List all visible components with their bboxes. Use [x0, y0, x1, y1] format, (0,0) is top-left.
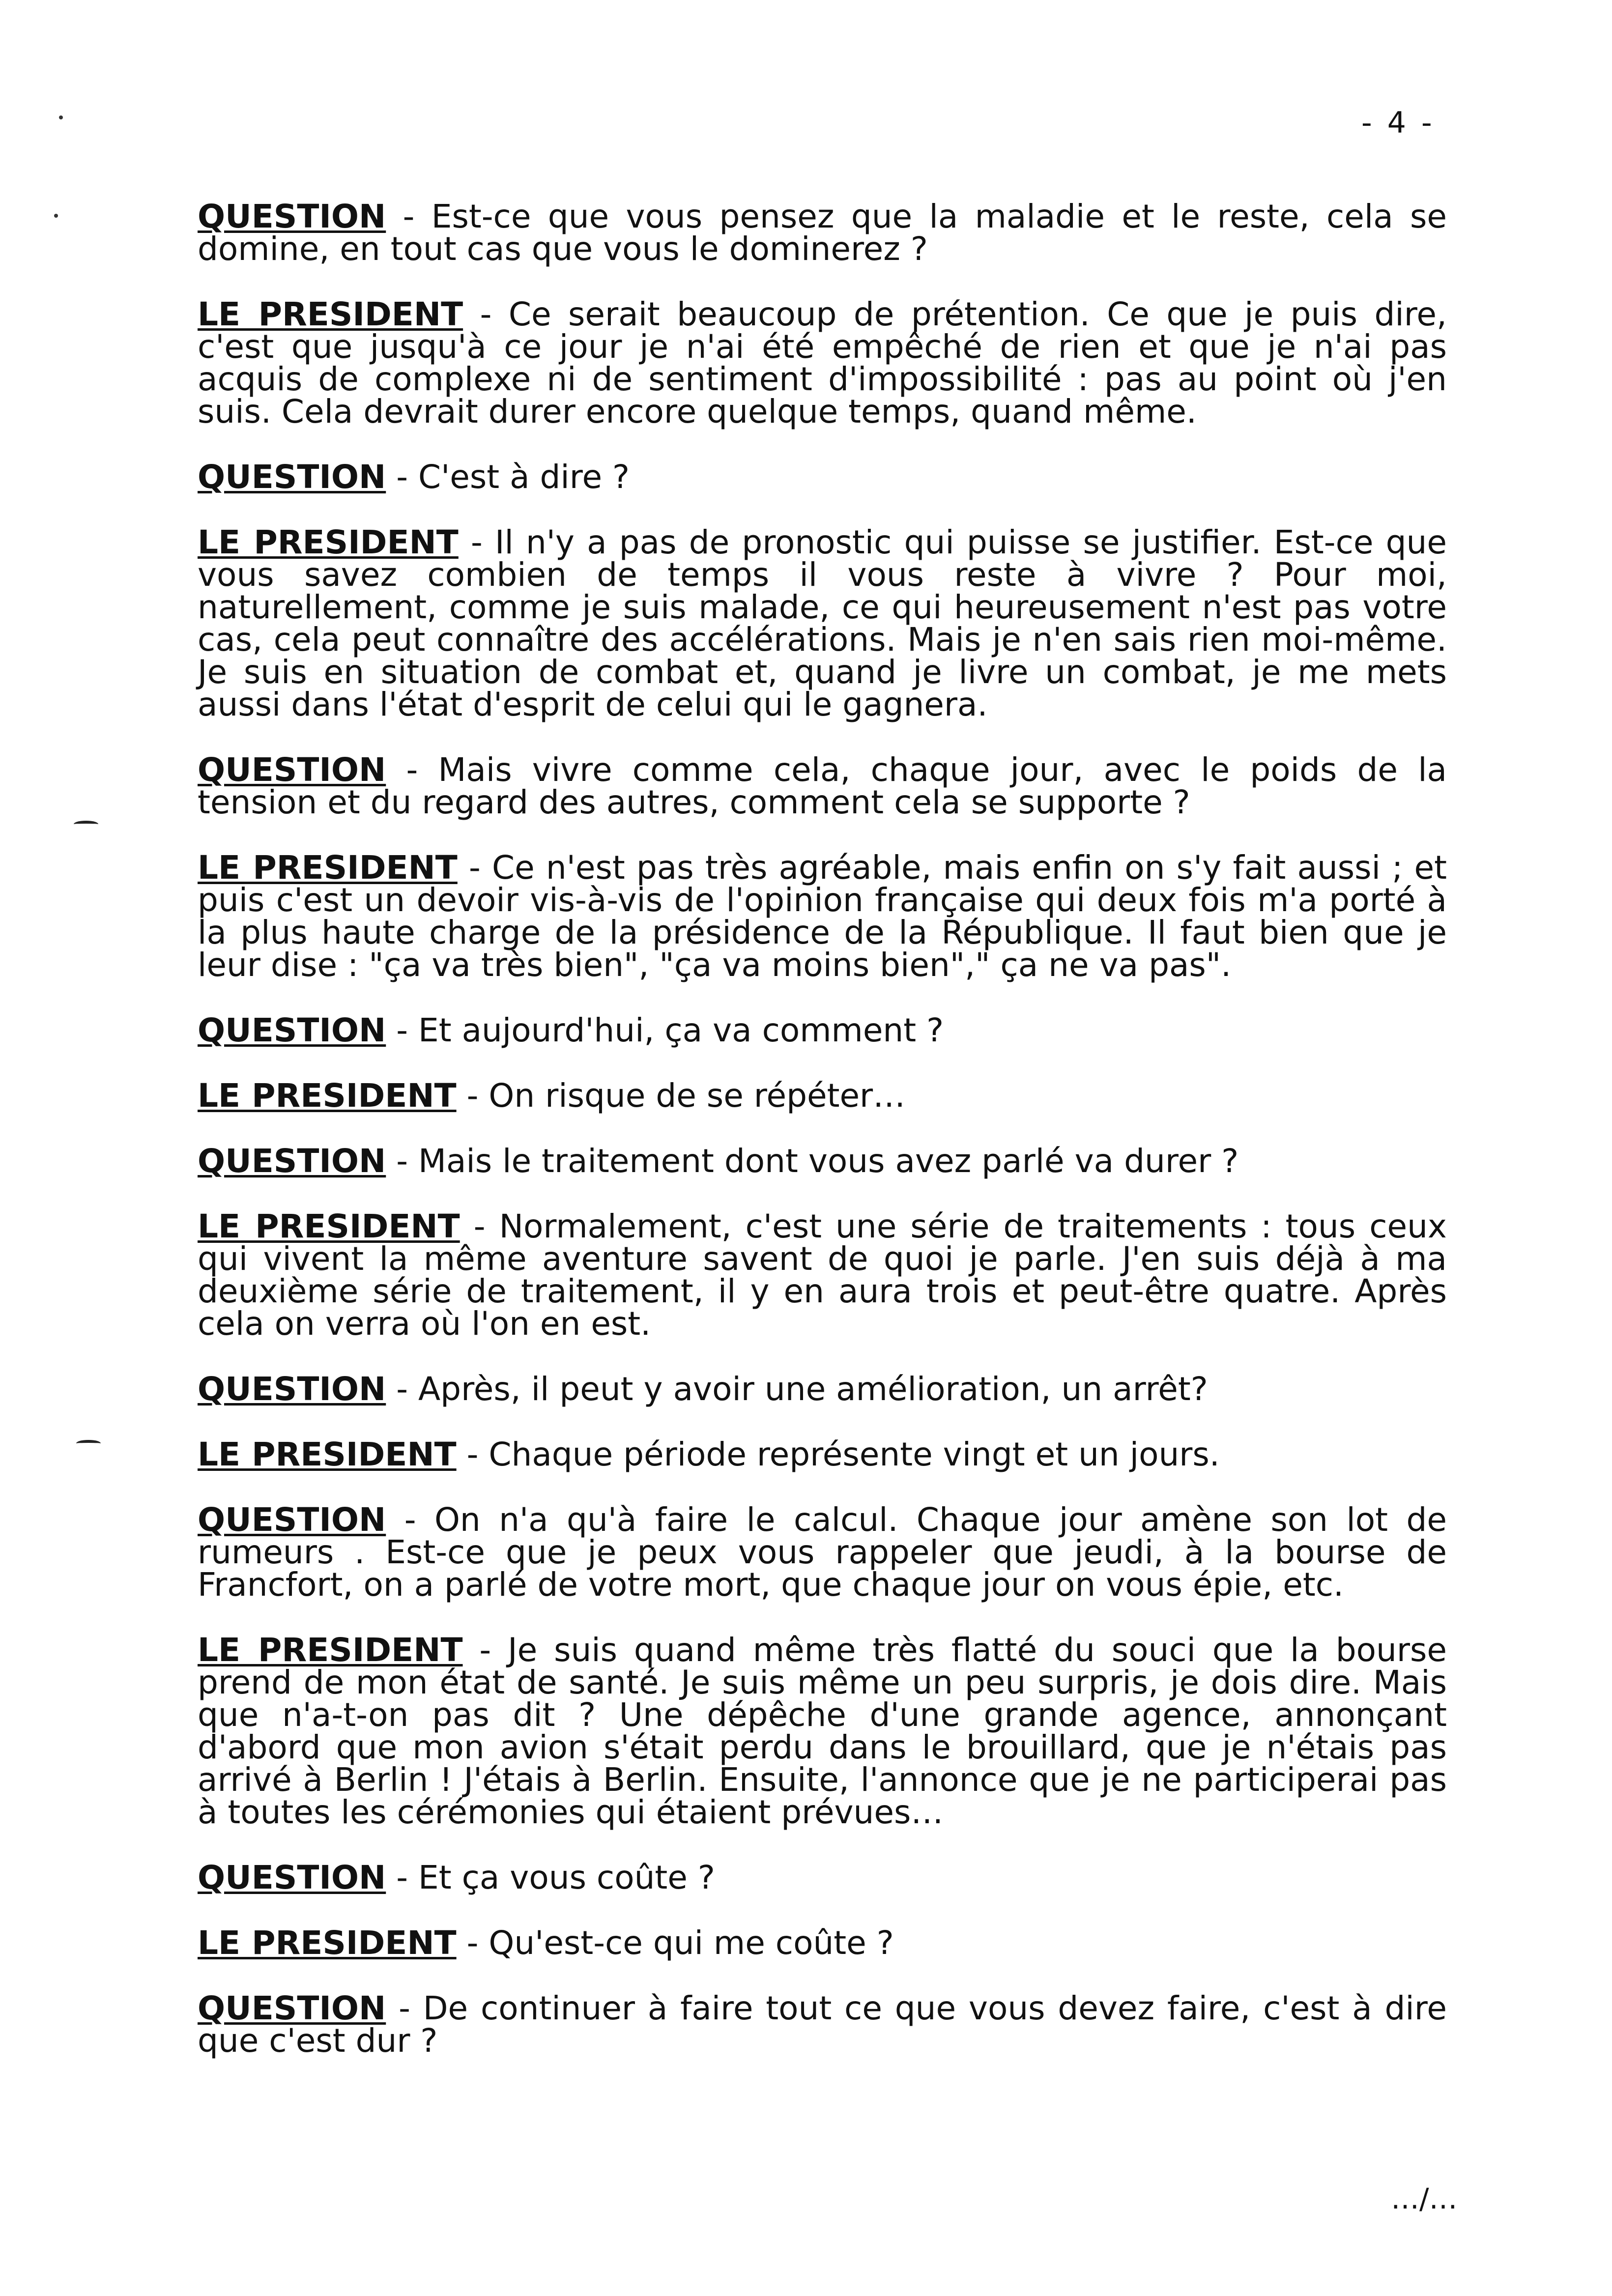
- speaker-label: LE PRESIDENT: [198, 295, 463, 333]
- speaker-label: LE PRESIDENT: [198, 1631, 463, 1669]
- dialogue-text: - Qu'est-ce qui me coûte ?: [456, 1924, 894, 1962]
- dialogue-text: - Je suis quand même très flatté du souci que la bourse prend de mon état de santé. Je suis même un peu surpris, je dois dire. Mais que n'a-t-on pas dit ? Une dépêche d'une grande agence, annonçant d'abord que mon avion s'était perdu dans le brouillard, que je n'étais pas arrivé à Berlin ! J'étais à Berlin. Ensuite, l'annonce que je ne participerai pas à toutes les cérémonies qui étaient prévues…: [198, 1631, 1447, 1831]
- speaker-label: LE PRESIDENT: [198, 849, 458, 887]
- speaker-label: QUESTION: [198, 198, 386, 235]
- speaker-label: QUESTION: [198, 1370, 386, 1408]
- dialogue-paragraph: [198, 458, 1447, 496]
- dialogue-text: - Ce serait beaucoup de prétention. Ce que je puis dire, c'est que jusqu'à ce jour je n'ai été empêché de rien et que je n'ai pas acquis de complexe ni de sentiment d'impossibilité : pas au point où j'en suis. Cela devrait durer encore quelque temps, quand même.: [198, 295, 1447, 430]
- speaker-label: QUESTION: [198, 1989, 386, 2027]
- dialogue-paragraph: [198, 1207, 1447, 1343]
- speaker-label: LE PRESIDENT: [198, 1924, 457, 1962]
- dialogue-paragraph: [198, 198, 1447, 268]
- dialogue-paragraph: [198, 1142, 1447, 1180]
- speaker-label: LE PRESIDENT: [198, 1077, 457, 1115]
- dialogue-text: - Et ça vous coûte ?: [386, 1859, 715, 1896]
- speaker-label: LE PRESIDENT: [198, 1435, 457, 1473]
- dialogue-text: - Et aujourd'hui, ça va comment ?: [386, 1011, 944, 1049]
- dialogue-paragraph: [198, 1859, 1447, 1896]
- dialogue-paragraph: [198, 849, 1447, 984]
- speaker-label: QUESTION: [198, 458, 386, 496]
- dialogue-paragraph: [198, 1501, 1447, 1604]
- dialogue-text: - De continuer à faire tout ce que vous devez faire, c'est à dire que c'est dur ?: [198, 1989, 1447, 2060]
- dialogue-text: - C'est à dire ?: [386, 458, 630, 496]
- interview-transcript: [198, 198, 1447, 2090]
- scan-speck: [59, 115, 63, 119]
- scan-speck: [54, 214, 58, 218]
- dialogue-text: - Après, il peut y avoir une amélioration, un arrêt?: [386, 1370, 1208, 1408]
- dialogue-paragraph: [198, 1435, 1447, 1473]
- continuation-marker: …/…: [1391, 2182, 1458, 2215]
- dialogue-paragraph: [198, 295, 1447, 430]
- dialogue-text: - Ce n'est pas très agréable, mais enfin on s'y fait aussi ; et puis c'est un devoir vis-à-vis de l'opinion française qui deux fois m'a porté à la plus haute charge de la présidence de la République. Il faut bien que je leur dise : "ça va très bien", "ça va moins bien"," ça ne va pas".: [198, 849, 1447, 984]
- margin-mark: [76, 1440, 101, 1447]
- dialogue-text: - Mais vivre comme cela, chaque jour, avec le poids de la tension et du regard des autres, comment cela se supporte ?: [198, 751, 1447, 821]
- dialogue-text: - Est-ce que vous pensez que la maladie et le reste, cela se domine, en tout cas que vous le dominerez ?: [198, 198, 1447, 268]
- speaker-label: LE PRESIDENT: [198, 523, 459, 561]
- dialogue-text: - Il n'y a pas de pronostic qui puisse se justifier. Est-ce que vous savez combien de temps il vous reste à vivre ? Pour moi, naturellement, comme je suis malade, ce qui heureusement n'est pas votre cas, cela peut connaître des accélérations. Mais je n'en sais rien moi-même. Je suis en situation de combat et, quand je livre un combat, je me mets aussi dans l'état d'esprit de celui qui le gagnera.: [198, 523, 1447, 723]
- page-number: - 4 -: [1361, 106, 1435, 140]
- speaker-label: QUESTION: [198, 1501, 386, 1539]
- dialogue-paragraph: [198, 1370, 1447, 1408]
- dialogue-paragraph: [198, 1631, 1447, 1831]
- dialogue-paragraph: [198, 1924, 1447, 1962]
- dialogue-text: - Mais le traitement dont vous avez parlé va durer ?: [386, 1142, 1239, 1180]
- dialogue-paragraph: [198, 523, 1447, 723]
- margin-mark: [74, 821, 98, 828]
- speaker-label: QUESTION: [198, 1142, 386, 1180]
- speaker-label: QUESTION: [198, 1011, 386, 1049]
- dialogue-text: - Chaque période représente vingt et un jours.: [456, 1435, 1220, 1473]
- dialogue-text: - On n'a qu'à faire le calcul. Chaque jour amène son lot de rumeurs . Est-ce que je peux vous rappeler que jeudi, à la bourse de Francfort, on a parlé de votre mort, que chaque jour on vous épie, etc.: [198, 1501, 1447, 1604]
- dialogue-paragraph: [198, 1011, 1447, 1049]
- dialogue-paragraph: [198, 1077, 1447, 1115]
- dialogue-text: - On risque de se répéter…: [456, 1077, 906, 1115]
- speaker-label: QUESTION: [198, 751, 386, 789]
- speaker-label: QUESTION: [198, 1859, 386, 1896]
- dialogue-paragraph: [198, 751, 1447, 821]
- dialogue-paragraph: [198, 1989, 1447, 2060]
- speaker-label: LE PRESIDENT: [198, 1207, 460, 1245]
- dialogue-text: - Normalement, c'est une série de traitements : tous ceux qui vivent la même aventure savent de quoi je parle. J'en suis déjà à ma deuxième série de traitement, il y en aura trois et peut-être quatre. Après cela on verra où l'on en est.: [198, 1207, 1447, 1343]
